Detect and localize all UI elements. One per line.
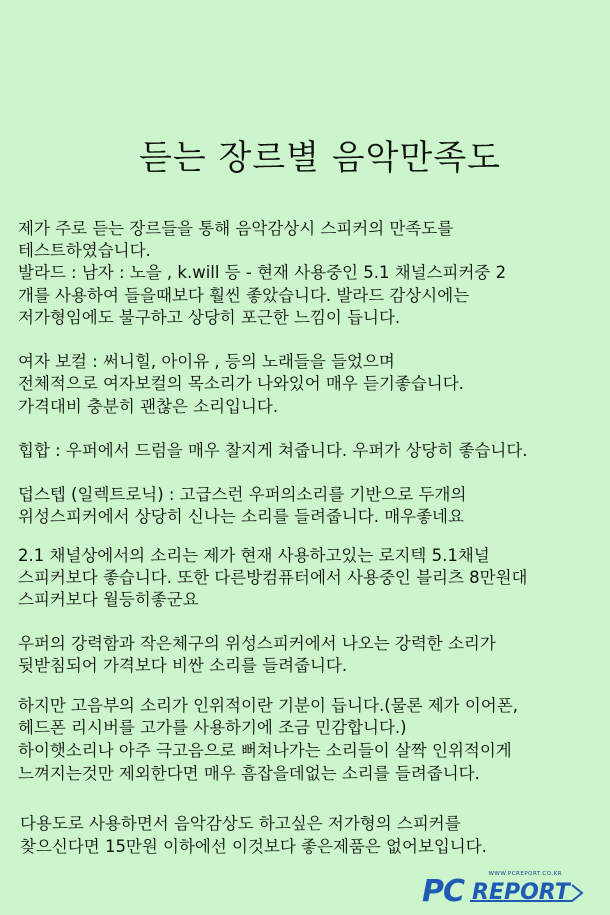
text-line: 찾으신다면 15만원 이하에선 이것보다 좋은제품은 없어보입니다. [20,837,487,856]
text-line: 하지만 고음부의 소리가 인위적이란 기분이 듭니다.(물론 제가 이어폰, [18,696,518,715]
text-line: 우퍼의 강력함과 작은체구의 위성스피커에서 나오는 강력한 소리가 [18,634,496,653]
text-line: 다용도로 사용하면서 음악감상도 하고싶은 저가형의 스피커를 [20,814,461,833]
text-line: 느껴지는것만 제외한다면 매우 흠잡을데없는 소리를 들려줍니다. [18,764,480,783]
text-line: 스피커보다 월등히좋군요 [18,590,199,609]
logo-report-text: REPORT [472,880,570,905]
page-title: 듣는 장르별 음악만족도 [138,138,502,178]
text-line: 헤드폰 리시버를 고가를 사용하기에 조금 민감합니다.) [18,718,407,737]
logo-url: WWW.PCREPORT.CO.KR [488,871,562,877]
text-line: 가격대비 충분히 괜찮은 소리입니다. [18,397,279,416]
text-line: 하이햇소리나 아주 극고음으로 뻐쳐나가는 소리들이 살짝 인위적이게 [18,741,512,760]
text-line: 여자 보컬 : 써니힐, 아이유 , 등의 노래들을 들었으며 [18,352,395,371]
text-line: 제가 주로 듣는 장르들을 통해 음악감상시 스피커의 만족도를 [18,219,454,238]
pcreport-logo [422,871,592,907]
text-line: 발라드 : 남자 : 노을 , k.will 등 - 현재 사용중인 5.1 채널스피커중 2 [18,263,507,282]
text-line: 위성스피커에서 상당히 신나는 소리를 들려줍니다. 매우좋네요 [18,507,464,526]
logo-pc-text: PC [422,874,465,909]
text-line: 힙합 : 우퍼에서 드럼을 매우 찰지게 쳐줍니다. 우퍼가 상당히 좋습니다. [18,441,528,460]
text-line: 덥스텝 (일렉트로닉) : 고급스런 우퍼의소리를 기반으로 두개의 [18,485,467,504]
text-line: 2.1 채널상에서의 소리는 제가 현재 사용하고있는 로지텍 5.1채널 [18,546,490,565]
text-line: 스피커보다 좋습니다. 또한 다른방컴퓨터에서 사용중인 블리츠 8만원대 [18,568,528,587]
text-line: 뒷받침되어 가격보다 비싼 소리를 들려줍니다. [18,656,348,675]
logo-arrow-icon [422,871,592,907]
text-line: 저가형임에도 불구하고 상당히 포근한 느낌이 듭니다. [18,308,401,327]
text-line: 전체적으로 여자보컬의 목소리가 나와있어 매우 듣기좋습니다. [18,374,464,393]
text-line: 개를 사용하여 들을때보다 훨씬 좋았습니다. 발라드 감상시에는 [18,286,470,305]
text-line: 테스트하였습니다. [18,241,151,260]
